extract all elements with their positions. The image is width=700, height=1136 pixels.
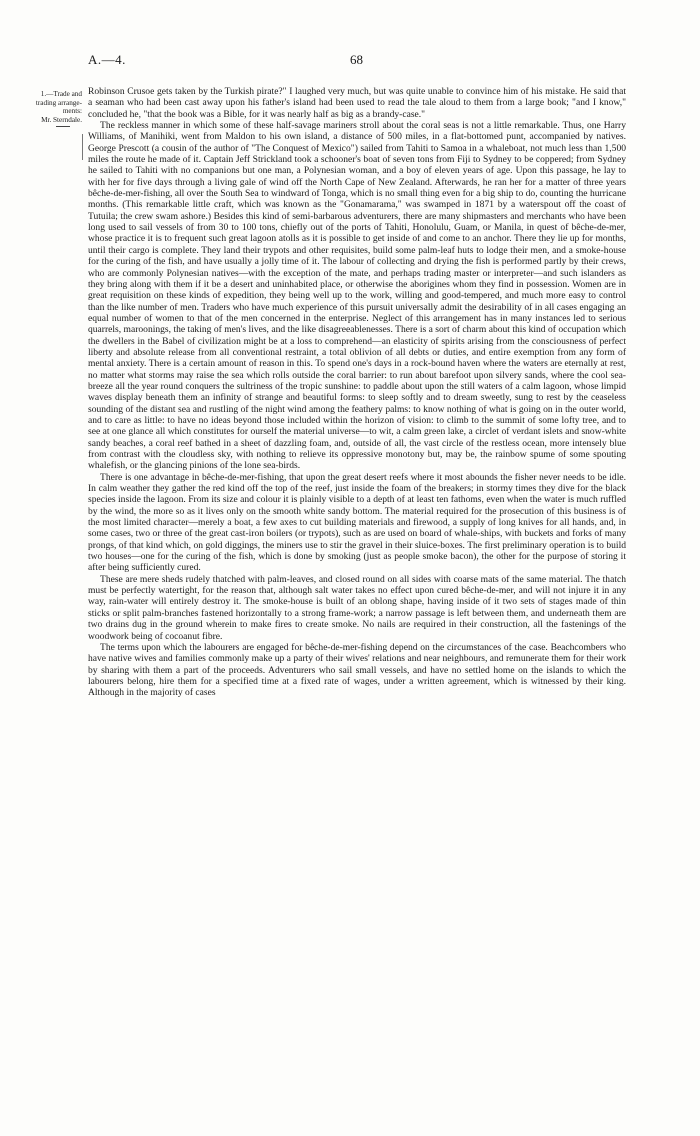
margin-note-line: ments: [62,107,82,116]
page-number: 68 [350,52,363,67]
margin-note-line: trading arrange- [35,98,82,107]
paragraph: The terms upon which the labourers are engaged for bêche-de-mer-fishing depend on the circumstances of the case. Beachcombers who have native wives and families commonly make up a party of their wives' relations and near neighbours, and remunerate them for their work by sharing with them a part of the proceeds. Adventurers who sail small vessels, and have no settled home on the islands to which the labourers belong, hire them for a specified time at a fixed rate of wages, under a written agreement, which is witnessed by their king. Although in the majority of cases [88,641,626,699]
paragraph: These are mere sheds rudely thatched with palm-leaves, and closed round on all sides with coarse mats of the same material. The thatch must be perfectly watertight, for the reason that, although salt water takes no effect upon cured bêche-de-mer, and will not injure it in any way, rain-water will entirely destroy it. The smoke-house is built of an oblong shape, having inside of it two sets of stages made of thin sticks or split palm-branches fastened horizontally to a strong frame-work; a narrow passage is left between them, and underneath them are two drains dug in the ground wherein to make fires to create smoke. No nails are required in their construction, all the fastenings of the woodwork being of cocoanut fibre. [88,573,626,642]
paragraph: Robinson Crusoe gets taken by the Turkish pirate?" I laughed very much, but was quite unable to convince him of his mistake. He said that a seaman who had been cast away upon his father's island had been used to read the tale aloud to them from a large book; "and I know," concluded he, "that the book was a Bible, for it was nearly half as big as a brandy-case." [88,86,626,120]
document-reference: A.—4. [88,52,126,67]
margin-note-line: 1.—Trade and [40,90,82,98]
margin-mark [82,134,83,160]
paragraph: The reckless manner in which some of these half-savage mariners stroll about the coral seas is not a little remarkable. Thus, one Harry Williams, of Manihiki, went from Maldon to his own island, a distance of 500 miles, in a flat-bottomed punt, accompanied by natives. George Prescott (a cousin of the author of "The Conquest of Mexico") sailed from Tahiti to Samoa in a whaleboat, not much less than 1,500 miles the route he made of it. Captain Jeff Strickland took a schooner's boat of seven tons from Fiji to Sydney to be coppered; from Sydney he sailed to Tahiti with no companions but one man, a Polynesian woman, and a boy of eleven years of age. Upon this passage, he lay to with her for five days through a living gale of wind off the North Cape of New Zealand. Afterwards, he ran her for a matter of three years bêche-de-mer-fishing, all over the South Sea to windward of Tonga, which is no small thing even for a big ship to do, counting the hurricane months. (This remarkable little craft, which was known as the "Gonamarama," was swamped in 1871 by a waterspout off the coast of Tutuila; the crew swam ashore.) Besides this kind of semi-barbarous adventurers, there are many shipmasters and merchants who have been long used to sail vessels of from 30 to 100 tons, chiefly out of the ports of Tahiti, Honolulu, Guam, or Manila, in quest of bêche-de-mer, whose practice it is to frequent such great lagoon atolls as it is possible to get inside of and come to an anchor. There they lie up for months, until their cargo is complete. They land their trypots and other requisites, build some palm-leaf huts to lodge their men, and a smoke-house for the curing of the fish, and have usually a jolly time of it. The labour of collecting and drying the fish is performed partly by their crews, who are commonly Polynesian natives—with the exception of the mate, and perhaps trading master or interpreter—and such islanders as they bring along with them if it be a desert and uninhabited place, or otherwise the aborigines whom they find in possession. Women are in great requisition on these kinds of expedition, they being well up to the work, willing and good-tempered, and much more easy to control than the like number of men. Traders who have much experience of this pursuit universally admit the desirability of in all cases engaging an equal number of women to that of the men concerned in the enterprise. Neglect of this arrangement has in many instances led to serious quarrels, maroonings, the taking of men's lives, and the like disagreeablenesses. There is a sort of charm about this kind of occupation which the dwellers in the Babel of civilization might be at a loss to comprehend—an elasticity of spirits arising from the consciousness of perfect liberty and absolute release from all conventional restraint, a total oblivion of all debts or duties, and entire exemption from any form of mental anxiety. There is a certain amount of reason in this. To spend one's days in a rock-bound haven where the waters are eternally at rest, no matter what storms may raise the sea which rolls outside the coral barrier: to run about barefoot upon silvery sands, where the cool sea-breeze all the year round conquers the sultriness of the tropic sunshine: to paddle about upon the still waters of a calm lagoon, whose limpid waves display beneath them an infinity of strange and beautiful forms: to sleep softly and to dream sweetly, sung to rest by the ceaseless sounding of the distant sea and rustling of the night wind among the feathery palms: to know nothing of what is going on in the outer world, and to care as little: to have no ideas beyond those included within the horizon of vision: to climb to the summit of some lofty tree, and to see at one glance all which constitutes for ourself the material universe—to wit, a calm green lake, a circlet of verdant islets and snow-white sandy beaches, a coral reef bathed in a sheet of dazzling foam, and, outside of all, the vast circle of the restless ocean, more intensely blue from contrast with the cloudless sky, with nothing to relieve its oppressive monotony but, may be, the rainbow spume of some spouting whalefish, or the glancing pinions of the lone sea-birds. [88,120,626,472]
body-text [88,86,626,699]
margin-note-rule [56,126,70,127]
margin-note-line: Mr. Sterndale. [41,115,82,124]
margin-note [20,90,82,127]
page-header [88,52,628,70]
paragraph: There is one advantage in bêche-de-mer-fishing, that upon the great desert reefs where it most abounds the fisher never needs to be idle. In calm weather they gather the red kind off the top of the reef, just inside the foam of the breakers; in stormy times they dive for the black species inside the lagoon. From its size and colour it is plainly visible to a depth of at least ten fathoms, even when the water is much ruffled by the wind, the more so as it lives only on the smooth white sandy bottom. The material required for the prosecution of this business is of the most limited character—merely a boat, a few axes to cut building materials and firewood, a supply of long knives for all hands, and, in some cases, two or three of the great cast-iron boilers (or trypots), such as are used on board of whale-ships, with buckets and forks of many prongs, of that kind which, on gold diggings, the miners use to stir the gravel in their sluice-boxes. The first preliminary operation is to build two houses—one for the curing of the fish, which is done by smoking (just as people smoke bacon), the other for the purpose of storing it after being sufficiently cured. [88,471,626,574]
